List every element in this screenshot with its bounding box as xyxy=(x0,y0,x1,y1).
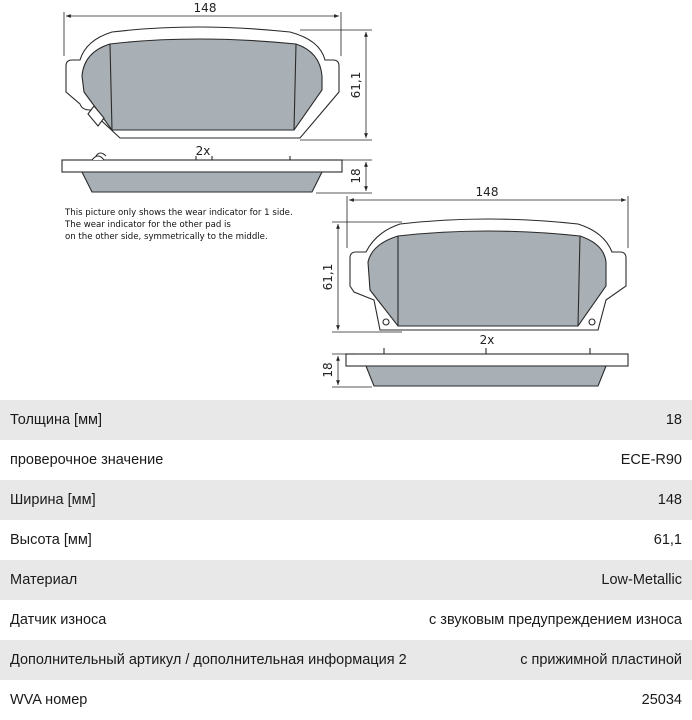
spec-label: Датчик износа xyxy=(10,612,107,628)
pad2-height-label: 61,1 xyxy=(321,263,335,291)
pad2-friction xyxy=(368,231,606,326)
wear-indicator-note xyxy=(64,208,293,242)
note-line-1: This picture only shows the wear indicator for 1 side. xyxy=(65,208,293,218)
spec-label: проверочное значение xyxy=(10,452,164,468)
pad1-qty-label: 2x xyxy=(195,144,211,158)
spec-table xyxy=(0,400,692,720)
spec-value: 61,1 xyxy=(653,532,682,548)
spec-value: ECE-R90 xyxy=(620,452,682,468)
pad1-side-view xyxy=(62,153,342,192)
spec-row-thickness xyxy=(0,400,692,440)
pad2-side-view xyxy=(346,348,628,386)
note-line-3: on the other side, symmetrically to the middle. xyxy=(65,232,268,242)
spec-label: Толщина [мм] xyxy=(10,412,103,428)
pad1-front-view xyxy=(66,27,339,138)
spec-row-width xyxy=(0,480,692,520)
spec-row-additional-info xyxy=(0,640,692,680)
pad2-width-label: 148 xyxy=(475,185,499,199)
pad1-thickness-label: 18 xyxy=(349,168,363,184)
spec-row-test-value xyxy=(0,440,692,480)
pad2-qty-label: 2x xyxy=(479,333,495,347)
pad2-thickness-label: 18 xyxy=(321,362,335,378)
spec-label: Высота [мм] xyxy=(10,532,92,548)
spec-value: Low-Metallic xyxy=(601,572,682,588)
pad1-width-label: 148 xyxy=(193,1,217,15)
spec-row-wva-number xyxy=(0,680,692,720)
pad1-height-label: 61,1 xyxy=(349,71,363,99)
spec-label: Материал xyxy=(10,572,78,588)
spec-row-material xyxy=(0,560,692,600)
spec-row-height xyxy=(0,520,692,560)
spec-label: WVA номер xyxy=(10,692,88,708)
pad2-front-view xyxy=(350,219,626,330)
spec-value: 18 xyxy=(665,412,682,428)
spec-value: с прижимной пластиной xyxy=(520,652,682,668)
spec-label: Ширина [мм] xyxy=(10,492,96,508)
spec-row-wear-sensor xyxy=(0,600,692,640)
note-line-2: The wear indicator for the other pad is xyxy=(65,220,231,230)
spec-value: с звуковым предупреждением износа xyxy=(429,612,682,628)
spec-value: 25034 xyxy=(641,692,682,708)
spec-value: 148 xyxy=(657,492,682,508)
pad1-friction xyxy=(82,39,322,130)
spec-label: Дополнительный артикул / дополнительная информация 2 xyxy=(10,652,407,668)
